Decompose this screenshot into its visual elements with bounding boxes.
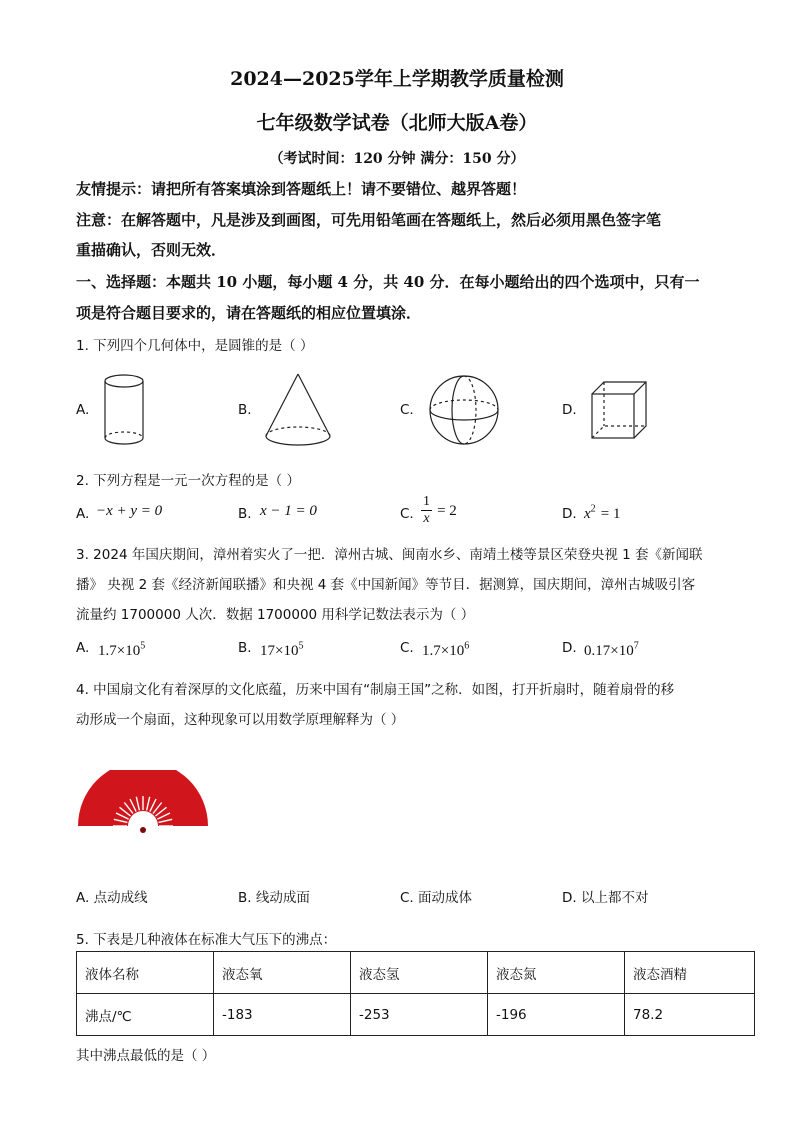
q3-option-b-label: B. — [238, 640, 252, 656]
q3-line-3: 流量约 1700000 人次．数据 1700000 用科学记数法表示为（ ） — [76, 607, 475, 623]
q3-option-d-label: D. — [562, 640, 577, 656]
note-line-1: 注意：在解答题中，凡是涉及到画图，可先用铅笔画在答题纸上，然后必须用黑色签字笔 — [76, 211, 662, 229]
cylinder-icon — [100, 372, 148, 448]
q2-option-c — [421, 494, 457, 527]
table-cell: -196 — [488, 994, 625, 1036]
table-cell: 78.2 — [625, 994, 755, 1036]
table-header-cell: 液态酒精 — [625, 952, 755, 994]
q3-option-c-label: C. — [400, 640, 414, 656]
q3-b-base: 17×10 — [260, 643, 299, 659]
q1-option-d-label: D. — [562, 402, 577, 418]
table-header-cell: 液体名称 — [77, 952, 214, 994]
q5-stem: 5. 下表是几种液体在标准大气压下的沸点： — [76, 932, 337, 948]
q1-option-b-label: B. — [238, 402, 252, 418]
q2-option-a: −x + y = 0 — [96, 503, 163, 519]
q3-option-a — [98, 640, 145, 660]
q3-line-1: 3. 2024 年国庆期间，漳州着实火了一把．漳州古城、闽南水乡、南靖土楼等景区荣登央视 1 套《新闻联 — [76, 547, 703, 563]
q3-option-b — [260, 640, 303, 660]
q1-option-c-label: C. — [400, 402, 414, 418]
cone-icon — [262, 370, 334, 450]
table-cell: -183 — [214, 994, 351, 1036]
q4-option-c: C. 面动成体 — [400, 890, 473, 906]
exam-info: （考试时间：120 分钟 满分：150 分） — [269, 151, 525, 167]
q4-line-2: 动形成一个扇面，这种现象可以用数学原理解释为（ ） — [76, 712, 405, 728]
table-header-row — [77, 952, 755, 994]
q2-option-b-label: B. — [238, 506, 252, 522]
section1-line-1: 一、选择题：本题共 10 小题，每小题 4 分，共 40 分．在每小题给出的四个选项中，只有一 — [76, 273, 700, 291]
q5-question: 其中沸点最低的是（ ） — [76, 1048, 216, 1064]
table-header-cell: 液态氢 — [351, 952, 488, 994]
table-cell: -253 — [351, 994, 488, 1036]
q3-b-exp: 5 — [298, 640, 304, 652]
q2-option-d-label: D. — [562, 506, 577, 522]
q3-d-exp: 7 — [633, 640, 639, 652]
q1-option-a-label: A. — [76, 402, 90, 418]
boiling-point-table — [76, 951, 755, 1036]
q4-option-b: B. 线动成面 — [238, 890, 310, 906]
section1-line-2: 项是符合题目要求的，请在答题纸的相应位置填涂． — [76, 304, 422, 322]
q2-d-base: x — [584, 506, 591, 522]
page-title: 2024—2025学年上学期教学质量检测 — [230, 68, 564, 90]
q3-option-c — [422, 640, 469, 660]
q2-option-d — [584, 503, 620, 523]
q2-option-b: x − 1 = 0 — [260, 503, 317, 519]
q2-option-c-label: C. — [400, 506, 414, 522]
q4-option-d: D. 以上都不对 — [562, 890, 649, 906]
table-cell: 沸点/℃ — [77, 994, 214, 1036]
q3-option-a-label: A. — [76, 640, 90, 656]
tip-text: 友情提示：请把所有答案填涂到答题纸上！请不要错位、越界答题！ — [76, 180, 527, 198]
q3-c-base: 1.7×10 — [422, 643, 465, 659]
q2-option-a-label: A. — [76, 506, 90, 522]
table-header-cell: 液态氧 — [214, 952, 351, 994]
q3-d-base: 0.17×10 — [584, 643, 634, 659]
note-line-2: 重描确认，否则无效． — [76, 241, 227, 259]
q2-c-numerator: 1 — [423, 494, 430, 509]
table-row — [77, 994, 755, 1036]
q1-stem: 1. 下列四个几何体中，是圆锥的是（ ） — [76, 338, 314, 354]
q3-a-exp: 5 — [140, 640, 146, 652]
q2-c-denominator: x — [423, 511, 430, 526]
page-subtitle: 七年级数学试卷（北师大版A卷） — [256, 112, 538, 134]
q2-d-exp: 2 — [590, 503, 596, 515]
q3-option-d — [584, 640, 639, 660]
q4-option-a: A. 点动成线 — [76, 890, 148, 906]
table-header-cell: 液态氮 — [488, 952, 625, 994]
q2-stem: 2. 下列方程是一元一次方程的是（ ） — [76, 473, 300, 489]
q2-d-rest: = 1 — [600, 506, 621, 522]
q3-line-2: 播》 央视 2 套《经济新闻联播》和央视 4 套《中国新闻》等节目．据测算，国庆期间，漳州古城吸引客 — [76, 577, 696, 593]
folding-fan-icon — [76, 770, 210, 836]
q3-a-base: 1.7×10 — [98, 643, 141, 659]
sphere-icon — [426, 372, 502, 448]
q3-c-exp: 6 — [464, 640, 470, 652]
q4-line-1: 4. 中国扇文化有着深厚的文化底蕴，历来中国有“制扇王国”之称．如图，打开折扇时，随着扇骨的移 — [76, 682, 675, 698]
q2-c-rest: = 2 — [437, 503, 457, 519]
cube-icon — [588, 378, 648, 442]
